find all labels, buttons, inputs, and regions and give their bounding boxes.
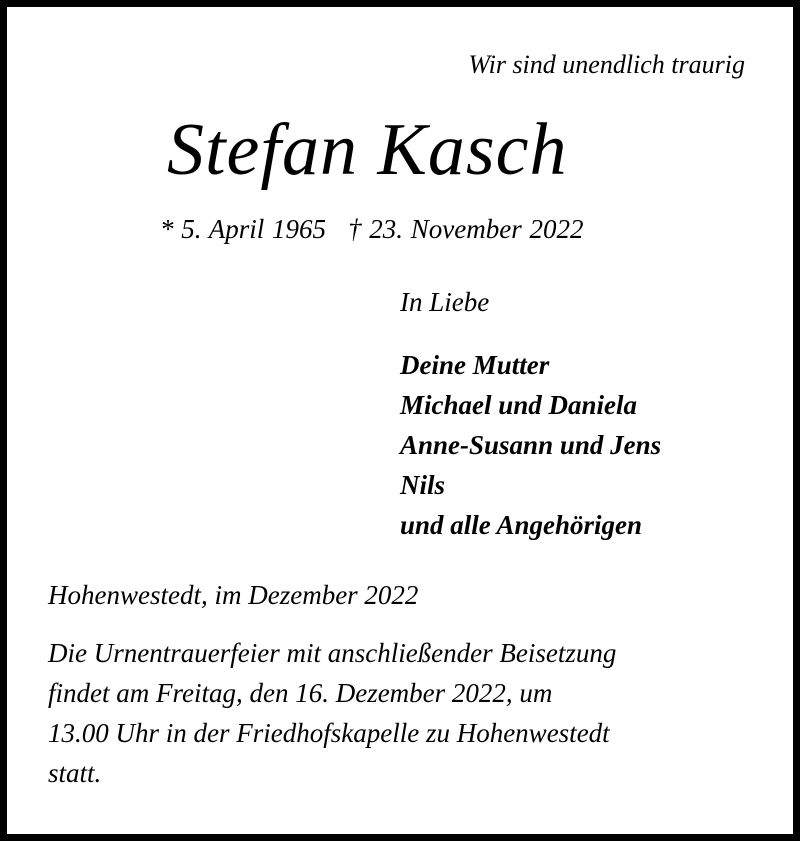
ceremony-text <box>48 633 768 793</box>
mourner-item: und alle Angehörigen <box>400 510 643 540</box>
in-love-line: In Liebe <box>400 287 490 317</box>
mourner-item: Deine Mutter <box>400 350 550 380</box>
ceremony-line: Die Urnentrauerfeier mit anschließender Beisetzung <box>48 638 617 668</box>
ceremony-line: 13.00 Uhr in der Friedhofskapelle zu Hohenwestedt <box>48 718 610 748</box>
mourner-item: Nils <box>400 470 446 500</box>
ceremony-line: findet am Freitag, den 16. Dezember 2022, um <box>48 678 553 708</box>
deceased-name: Stefan Kasch <box>167 109 568 191</box>
mourner-item: Michael und Daniela <box>400 390 638 420</box>
life-dates <box>160 214 583 245</box>
ceremony-line: statt. <box>48 758 102 788</box>
death-date: † 23. November 2022 <box>348 214 584 244</box>
place-date-line: Hohenwestedt, im Dezember 2022 <box>48 580 419 610</box>
mourner-item: Anne-Susann und Jens <box>400 430 662 460</box>
intro-line: Wir sind unendlich traurig <box>468 50 745 79</box>
birth-date: * 5. April 1965 <box>160 214 327 244</box>
mourners-list <box>400 345 661 545</box>
